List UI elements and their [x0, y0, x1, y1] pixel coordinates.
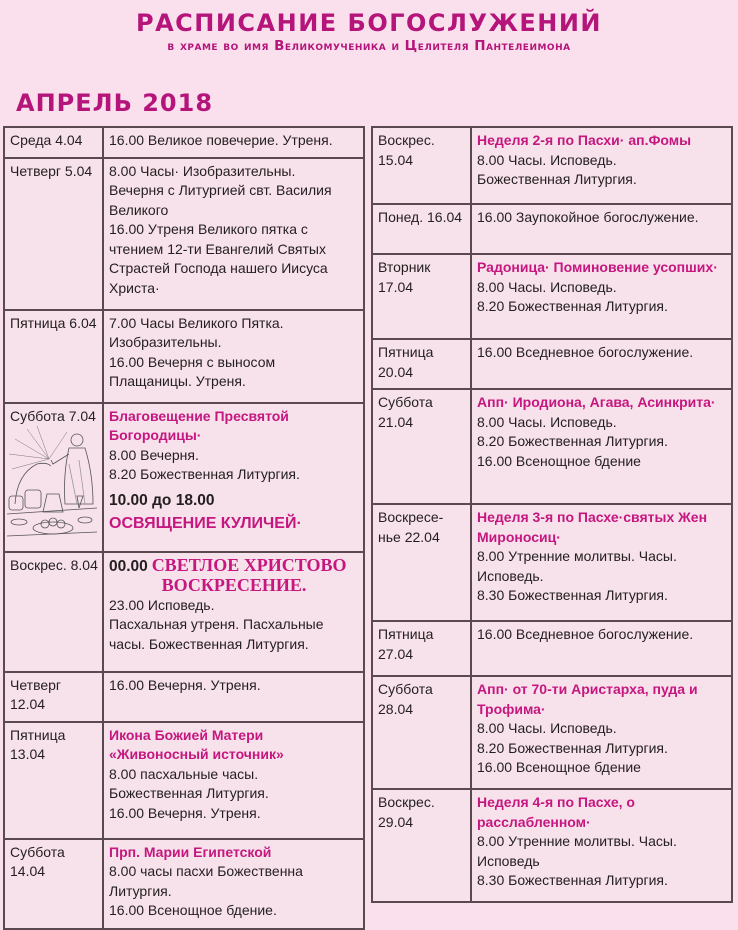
service-line: 16.00 Всенощное бдение [477, 452, 641, 469]
day-label: Суббота 14.04 [10, 843, 65, 879]
feast-title: Апп· Иродиона, Агава, Асинкрита· [477, 394, 716, 410]
service-time-bold: 00.00 [109, 557, 148, 575]
service-line: 8.00 Вечерня. [109, 446, 199, 463]
feast-title: Благовещение Пресвятой Богородицы· [109, 407, 289, 443]
feast-title: Неделя 4-я по Пасхе, о расслабленном· [477, 794, 635, 830]
day-label: Суббота 28.04 [378, 681, 433, 717]
service-line: 16.00 Вечерня. Утреня. [109, 804, 261, 821]
day-label: Суббота 21.04 [378, 394, 433, 430]
services-cell [103, 403, 364, 552]
service-line: Пасхальная утреня. Пасхальные часы. Божественная Литургия. [109, 616, 324, 652]
table-row [372, 504, 732, 621]
service-line: 8.00 Часы. Исповедь. [477, 413, 617, 430]
day-cell [4, 403, 103, 552]
day-cell [372, 676, 471, 789]
services-cell [471, 204, 732, 254]
services-cell [103, 839, 364, 929]
service-line: 16.00 Вечерня. Утреня. [109, 676, 261, 693]
services-cell [103, 722, 364, 839]
service-line: 16.00 Утреня Великого пятка с чтением 12-ти Евангелий Святых Страстей Господа нашего Иисуса Христа· [109, 221, 328, 296]
table-row [4, 722, 364, 839]
table-row [4, 672, 364, 722]
service-line: Вечерня с Литургией свт. Василия Великого [109, 182, 332, 218]
service-line: 8.00 Часы. Исповедь. [477, 278, 617, 295]
service-line: 8.00 Часы. Исповедь. [477, 720, 617, 736]
service-line: 16.00 Всенощное бдение [477, 759, 641, 775]
service-line: 16.00 Всенощное бдение. [109, 902, 277, 918]
service-line: 8.30 Божественная Литургия. [477, 587, 668, 603]
table-row [372, 127, 732, 204]
feast-title: Неделя 2-я по Пасхи· ап.Фомы [477, 132, 692, 148]
table-row [372, 339, 732, 389]
service-line: 16.00 Вседневное богослужение. [477, 626, 694, 642]
month-heading: АПРЕЛЬ 2018 [16, 89, 214, 117]
service-line: Изобразительны. [109, 334, 222, 350]
service-line: 8.20 Божественная Литургия. [477, 298, 668, 314]
table-row [372, 676, 732, 789]
service-line: 8.00 Утренние молитвы. Часы. [477, 548, 677, 564]
day-cell [4, 672, 103, 722]
day-label: Понед. 16.04 [378, 209, 463, 225]
services-cell [471, 254, 732, 339]
day-cell [4, 839, 103, 929]
day-label: Пятница 13.04 [10, 726, 66, 762]
feast-title: ВОСКРЕСЕНИЕ. [161, 575, 307, 595]
feast-title: СВЕТЛОЕ ХРИСТОВО [151, 554, 347, 575]
day-cell [4, 310, 103, 403]
day-label: Пятница 27.04 [378, 626, 434, 662]
service-line: 8.00 пасхальные часы. [109, 765, 259, 782]
day-cell [372, 254, 471, 339]
page-title: РАСПИСАНИЕ БОГОСЛУЖЕНИЙ [135, 9, 603, 37]
services-cell [471, 676, 732, 789]
table-row [372, 621, 732, 676]
day-cell [4, 127, 103, 158]
day-cell [4, 158, 103, 310]
services-cell [471, 504, 732, 621]
feast-title: Икона Божией Матери «Живоносный источник» [109, 726, 284, 762]
day-cell [4, 722, 103, 839]
easter-heading [109, 556, 359, 577]
day-label: Воскресе-нье 22.04 [378, 509, 444, 545]
day-cell [372, 389, 471, 504]
day-label: Пятница 20.04 [378, 344, 434, 380]
day-cell [4, 552, 103, 672]
service-line: 8.20 Божественная Литургия. [109, 466, 300, 482]
schedule-table-left [3, 126, 365, 930]
services-cell [103, 552, 364, 672]
feast-title: ОСВЯЩЕНИЕ КУЛИЧЕЙ· [109, 515, 302, 532]
day-cell [372, 504, 471, 621]
day-cell [372, 127, 471, 204]
day-label: Вторник 17.04 [378, 259, 431, 295]
page-subtitle: в храме во имя Великомученика и Целителя Пантелеимона [167, 38, 571, 54]
services-cell [471, 127, 732, 204]
table-row [4, 839, 364, 929]
table-row [4, 403, 364, 552]
day-label: Среда 4.04 [10, 132, 83, 148]
day-label: Воскрес. 15.04 [378, 132, 435, 168]
day-cell [372, 204, 471, 254]
services-cell [103, 158, 364, 310]
service-line: 8.00 Утренние молитвы. Часы. [477, 833, 677, 849]
service-line: 8.20 Божественная Литургия. [477, 739, 668, 756]
table-row [372, 254, 732, 339]
services-cell [103, 127, 364, 158]
feast-title: Радоница· Поминовение усопших· [477, 259, 718, 275]
service-line: 23.00 Исповедь. [109, 596, 215, 613]
service-line: 16.00 Вечерня с выносом Плащаницы. Утреня. [109, 353, 276, 389]
day-label: Воскрес. 8.04 [10, 556, 98, 573]
day-cell [372, 621, 471, 676]
service-line: 16.00 Великое повечерие. Утреня. [109, 132, 333, 148]
day-cell [372, 789, 471, 902]
table-row [4, 310, 364, 403]
service-line: 8.00 Часы· Изобразительны. [109, 162, 296, 179]
service-line: 8.30 Божественная Литургия. [477, 872, 668, 888]
day-label: Четверг 5.04 [10, 162, 93, 179]
table-row [372, 204, 732, 254]
day-label: Воскрес. 29.04 [378, 794, 435, 830]
service-line: Исповедь [477, 852, 540, 869]
service-line: Божественная Литургия. [477, 171, 637, 187]
feast-title: Неделя 3-я по Пасхе·святых Жен Мироносиц· [477, 509, 708, 545]
schedule-table-right [371, 126, 733, 903]
service-line: 8.00 Часы. Исповедь. [477, 151, 617, 168]
service-line: 8.20 Божественная Литургия. [477, 433, 668, 449]
services-cell [471, 389, 732, 504]
day-label: Суббота 7.04 [10, 407, 96, 424]
table-row [4, 127, 364, 158]
service-line: 8.00 часы пасхи Божественна Литургия. [109, 863, 303, 899]
service-line: 16.00 Вседневное богослужение. [477, 344, 694, 360]
feast-title: Прп. Марии Египетской [109, 843, 272, 860]
day-label: Пятница 6.04 [10, 314, 97, 331]
priest-blessing-kulichi-icon [7, 424, 97, 548]
services-cell [471, 789, 732, 902]
day-cell [372, 339, 471, 389]
day-label: Четверг 12.04 [10, 676, 62, 712]
service-line: 16.00 Заупокойное богослужение. [477, 209, 699, 225]
services-cell [471, 621, 732, 676]
service-time-bold: 10.00 до 18.00 [109, 491, 215, 509]
feast-title: Апп· от 70-ти Аристарха, пуда и Трофима· [477, 681, 698, 717]
services-cell [471, 339, 732, 389]
service-line: 7.00 Часы Великого Пятка. [109, 314, 284, 331]
service-line: Божественная Литургия. [109, 785, 269, 801]
service-line: Исповедь. [477, 567, 544, 584]
table-row [372, 389, 732, 504]
services-cell [103, 310, 364, 403]
services-cell [103, 672, 364, 722]
table-row [4, 158, 364, 310]
table-row [372, 789, 732, 902]
table-row [4, 552, 364, 672]
